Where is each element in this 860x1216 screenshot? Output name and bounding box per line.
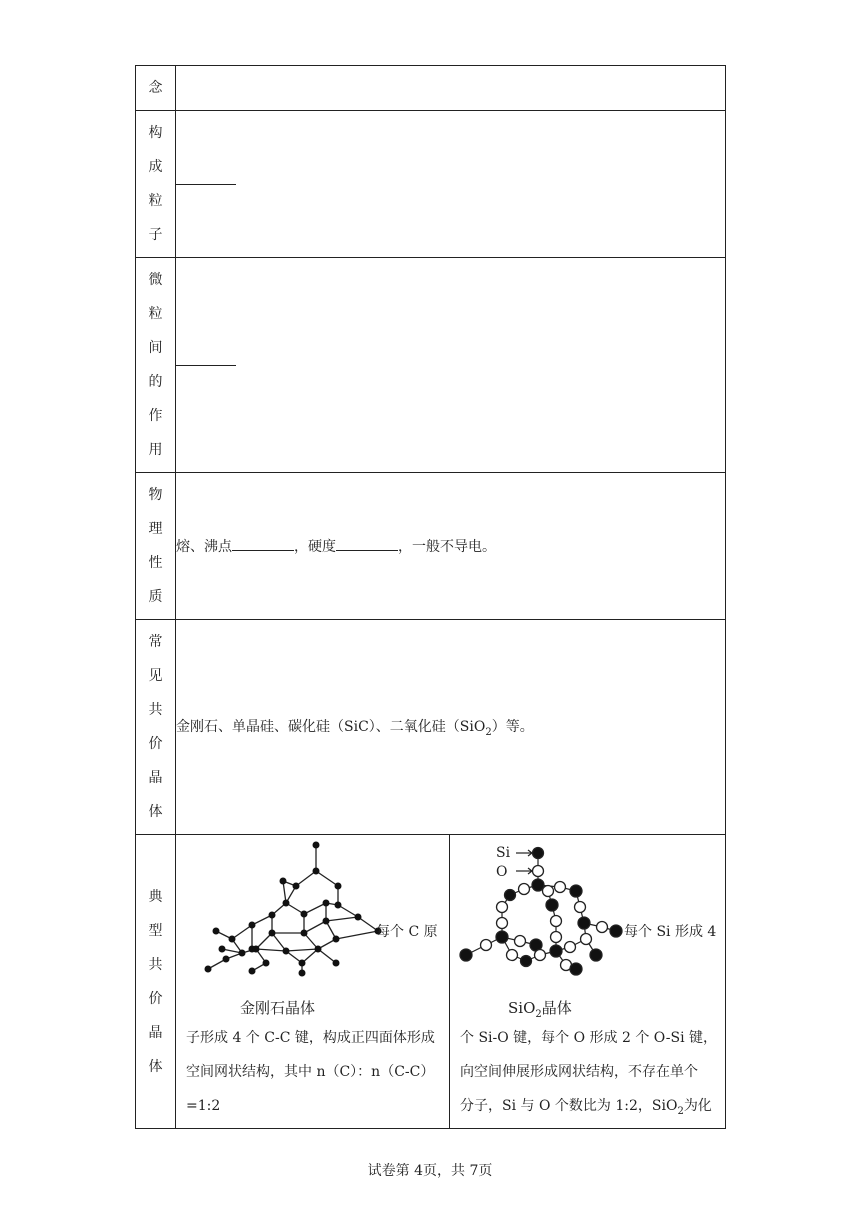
sio2-desc-line-2: 向空间伸展形成网状结构，不存在单个 xyxy=(460,1064,698,1080)
row-label-physical: 物 理 性 质 xyxy=(136,473,176,620)
physical-content: 熔、沸点 ，硬度 ，一般不导电。 xyxy=(176,473,726,620)
diamond-side-text: 每个 C 原 xyxy=(376,924,438,940)
sio2-caption: SiO$_2$晶体 xyxy=(508,999,572,1020)
row-common xyxy=(136,620,726,835)
row-label-common: 常 见 共 价 晶 体 xyxy=(136,620,176,835)
sio2-desc-line-3: 分子，Si 与 O 个数比为 1:2，SiO$_2$为化 xyxy=(460,1098,712,1117)
concept-content xyxy=(176,66,726,111)
row-label-particles: 构 成 粒 子 xyxy=(136,111,176,258)
sio2-structure-figure xyxy=(456,841,626,981)
row-typical xyxy=(136,835,726,1129)
sio2-side-text: 每个 Si 形成 4 xyxy=(624,924,717,940)
row-interaction xyxy=(136,258,726,473)
answer-blank[interactable] xyxy=(232,536,294,551)
diamond-desc-line-3: =1:2 xyxy=(186,1098,221,1114)
row-label-typical: 典 型 共 价 晶 体 xyxy=(136,835,176,1129)
diamond-desc-line-1: 子形成 4 个 C-C 键，构成正四面体形成 xyxy=(186,1030,435,1046)
sio2-cell xyxy=(450,835,726,1129)
row-label-interaction: 微 粒 间 的 作 用 xyxy=(136,258,176,473)
row-physical xyxy=(136,473,726,620)
diamond-structure-figure xyxy=(186,841,386,981)
common-content: 金刚石、单晶硅、碳化硅（SiC）、二氧化硅（SiO$_2$）等。 xyxy=(176,620,726,835)
row-label-concept: 念 xyxy=(136,66,176,111)
diamond-desc-line-2: 空间网状结构，其中 n（C）：n（C-C） xyxy=(186,1064,435,1080)
row-concept xyxy=(136,66,726,111)
sio2-desc-line-1: 个 Si-O 键，每个 O 形成 2 个 O-Si 键， xyxy=(460,1030,718,1046)
answer-blank[interactable] xyxy=(336,536,398,551)
diamond-cell xyxy=(176,835,450,1129)
interaction-content xyxy=(176,258,726,473)
diamond-caption: 金刚石晶体 xyxy=(240,999,316,1017)
legend-o-label: O xyxy=(496,864,508,880)
answer-blank[interactable] xyxy=(176,184,236,185)
particles-content xyxy=(176,111,726,258)
row-particles xyxy=(136,111,726,258)
answer-blank[interactable] xyxy=(176,365,236,366)
page-footer: 试卷第 4页，共 7页 xyxy=(367,1163,493,1179)
covalent-crystal-table xyxy=(135,65,726,1129)
legend-si-label: Si xyxy=(496,845,511,861)
